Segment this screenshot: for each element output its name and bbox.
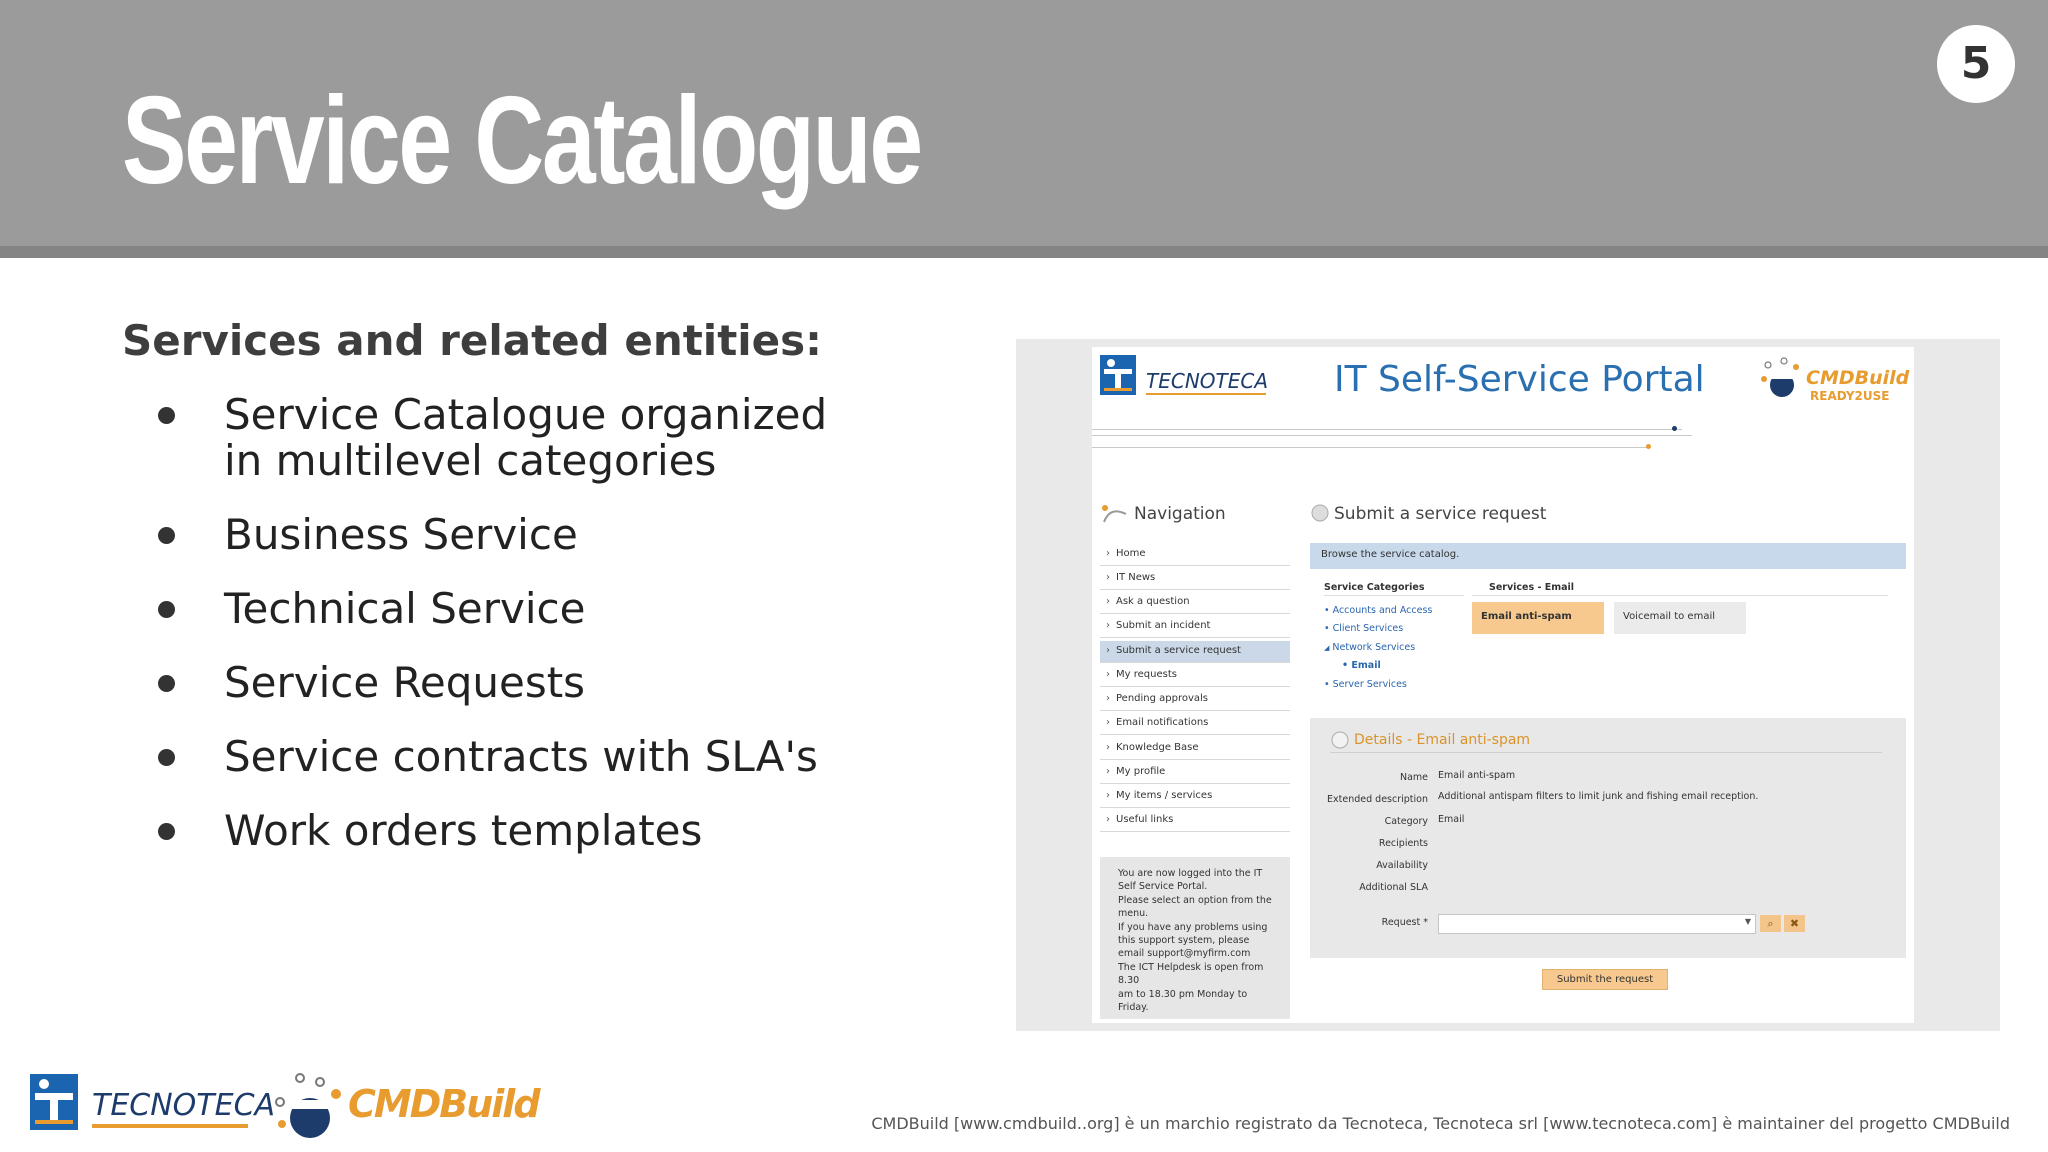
chevron-right-icon: › — [1106, 645, 1110, 656]
submit-request-button[interactable]: Submit the request — [1542, 969, 1668, 990]
slide-title: Service Catalogue — [122, 72, 921, 210]
nav-item-knowledge-base[interactable] — [1100, 738, 1290, 760]
nav-item-email-notifications[interactable] — [1100, 713, 1290, 735]
submit-request-title: Submit a service request — [1334, 504, 1547, 524]
cmdbuild-subtitle: READY2USE — [1810, 389, 1890, 403]
nav-item-label: Ask a question — [1116, 596, 1190, 607]
category-label: Server Services — [1332, 679, 1407, 690]
nav-item-label: Submit an incident — [1116, 620, 1211, 631]
decor-dot — [1672, 426, 1677, 431]
login-info-line: The ICT Helpdesk is open from — [1118, 961, 1264, 973]
category-accounts-access[interactable]: • Accounts and Access — [1324, 605, 1433, 616]
details-icon — [1330, 730, 1350, 750]
field-label: Category — [1384, 816, 1428, 827]
header-line — [1092, 447, 1648, 448]
tecnoteca-mark-icon — [30, 1074, 78, 1130]
chevron-right-icon: › — [1106, 717, 1110, 728]
nav-item-label: Pending approvals — [1116, 693, 1209, 704]
login-info-line: this support system, please — [1118, 935, 1250, 947]
field-label: Availability — [1376, 860, 1428, 871]
login-info-box — [1100, 857, 1290, 1019]
chevron-right-icon: › — [1106, 790, 1110, 801]
categories-header: Service Categories — [1324, 582, 1425, 593]
bullet-icon — [158, 601, 175, 618]
bullet-item — [150, 392, 844, 484]
nav-item-submit-incident[interactable] — [1100, 616, 1290, 638]
nav-item-it-news[interactable] — [1100, 568, 1290, 590]
page-number-badge: 5 — [1937, 25, 2015, 103]
nav-item-label: Useful links — [1116, 814, 1174, 825]
category-label: Accounts and Access — [1332, 605, 1433, 616]
field-value-name: Email anti-spam — [1438, 770, 1516, 781]
category-network-services[interactable] — [1324, 642, 1415, 653]
triangle-down-icon: ◢ — [1324, 644, 1330, 652]
login-info-line: am to 18.30 pm Monday to Friday. — [1118, 988, 1248, 1014]
bullet-icon — [158, 823, 175, 840]
bullet-text: Service contracts with SLA's — [224, 732, 818, 781]
navigation-title: Navigation — [1134, 504, 1226, 524]
bullet-item — [150, 586, 844, 632]
login-info-line: Self Service Portal. — [1118, 881, 1208, 893]
chevron-right-icon: › — [1106, 693, 1110, 704]
tecnoteca-logo — [1100, 355, 1136, 399]
bullet-icon — [158, 407, 175, 424]
cmdbuild-mark-icon — [1760, 357, 1802, 399]
tecnoteca-mark-icon — [1100, 355, 1136, 395]
details-panel — [1310, 718, 1906, 958]
login-info-line: 8.30 — [1118, 975, 1140, 987]
nav-item-label: Home — [1116, 548, 1146, 559]
login-info-line: menu. — [1118, 908, 1149, 920]
chevron-right-icon: › — [1106, 814, 1110, 825]
portal-window — [1092, 347, 1914, 1023]
details-title: Details - Email anti-spam — [1354, 732, 1531, 748]
chevron-right-icon: › — [1106, 669, 1110, 680]
category-label: Email — [1351, 660, 1381, 671]
cmdbuild-wordmark: CMDBuild — [1806, 367, 1910, 389]
bullet-item — [150, 734, 844, 780]
bullet-text: Work orders templates — [224, 806, 703, 855]
field-label: Extended description — [1327, 794, 1428, 805]
nav-item-my-items[interactable] — [1100, 786, 1290, 808]
category-server-services[interactable]: • Server Services — [1324, 679, 1407, 690]
field-value-category: Email — [1438, 814, 1465, 825]
nav-item-label: My requests — [1116, 669, 1177, 680]
field-value-description: Additional antispam filters to limit junk and fishing email reception. — [1438, 791, 1759, 802]
nav-item-pending-approvals[interactable] — [1100, 689, 1290, 711]
login-info-line: Please select an option from the — [1118, 894, 1272, 906]
nav-item-label: Email notifications — [1116, 717, 1209, 728]
divider — [1324, 595, 1464, 596]
bullet-text: Business Service — [224, 510, 578, 559]
nav-item-ask-question[interactable] — [1100, 592, 1290, 614]
category-label: Network Services — [1332, 642, 1416, 653]
field-label: Additional SLA — [1359, 882, 1428, 893]
category-client-services[interactable]: • Client Services — [1324, 623, 1404, 634]
nav-item-label: IT News — [1116, 572, 1156, 583]
field-label: Name — [1399, 772, 1428, 783]
request-combobox[interactable] — [1438, 914, 1756, 934]
bullet-list — [150, 392, 844, 882]
navigation-icon — [1100, 502, 1130, 526]
dropdown-arrow-icon[interactable]: ▼ — [1744, 917, 1751, 926]
footer-tecnoteca-underline — [92, 1124, 248, 1128]
services-header: Services - Email — [1489, 582, 1575, 593]
footer-tecnoteca-logo — [30, 1074, 78, 1134]
cmdbuild-logo — [1760, 357, 1802, 403]
nav-item-my-requests[interactable] — [1100, 665, 1290, 687]
category-email[interactable]: • Email — [1342, 660, 1381, 671]
request-icon — [1310, 503, 1330, 523]
tecnoteca-wordmark: TECNOTECA — [1146, 369, 1269, 393]
nav-item-my-profile[interactable] — [1100, 762, 1290, 784]
chevron-right-icon: › — [1106, 572, 1110, 583]
bullet-text: Service Requests — [224, 658, 586, 707]
footer-cmdbuild-wordmark: CMDBuild — [348, 1082, 539, 1126]
decor-dot — [1646, 444, 1651, 449]
chevron-right-icon: › — [1106, 742, 1110, 753]
chevron-right-icon: › — [1106, 548, 1110, 559]
nav-item-label: My profile — [1116, 766, 1166, 777]
bullet-icon — [158, 527, 175, 544]
nav-item-label: Submit a service request — [1116, 645, 1241, 656]
chevron-right-icon: › — [1106, 620, 1110, 631]
nav-item-label: My items / services — [1116, 790, 1213, 801]
clear-icon[interactable]: ✖ — [1784, 915, 1805, 932]
service-email-anti-spam[interactable]: Email anti-spam — [1472, 602, 1604, 634]
bullet-icon — [158, 675, 175, 692]
login-info-line: email support@myfirm.com — [1118, 948, 1251, 960]
chevron-right-icon: › — [1106, 766, 1110, 777]
browse-catalog-bar: Browse the service catalog. — [1310, 543, 1906, 569]
portal-title: IT Self-Service Portal — [1334, 359, 1705, 400]
nav-item-label: Knowledge Base — [1116, 742, 1199, 753]
tecnoteca-underline — [1146, 393, 1266, 395]
nav-item-useful-links[interactable] — [1100, 810, 1290, 832]
search-icon[interactable]: ⌕ — [1760, 915, 1781, 932]
footer-copyright: CMDBuild [www.cmdbuild..org] è un marchio registrato da Tecnoteca, Tecnoteca srl [www.tecnoteca.com] è maintainer del progetto CMDBuild — [871, 1114, 2010, 1133]
field-label: Recipients — [1378, 838, 1428, 849]
service-voicemail-to-email[interactable]: Voicemail to email — [1614, 602, 1746, 634]
chevron-right-icon: › — [1106, 596, 1110, 607]
header-line — [1092, 435, 1692, 436]
bullet-item — [150, 512, 844, 558]
footer-tecnoteca-wordmark: TECNOTECA — [92, 1088, 276, 1123]
login-info-line: You are now logged into the IT — [1118, 868, 1263, 879]
bullet-icon — [158, 749, 175, 766]
divider — [1472, 595, 1888, 596]
bullet-item — [150, 660, 844, 706]
header-line — [1092, 429, 1682, 430]
nav-item-submit-service-request[interactable] — [1100, 641, 1290, 663]
request-label: Request * — [1381, 917, 1428, 928]
portal-screenshot — [1016, 339, 2000, 1031]
divider — [1330, 752, 1882, 753]
cmdbuild-mark-icon — [272, 1072, 346, 1142]
nav-item-home[interactable] — [1100, 544, 1290, 566]
bullet-text: Technical Service — [224, 584, 586, 633]
title-bar-divider — [0, 246, 2048, 258]
bullet-text: Service Catalogue organized in multilevel categories — [224, 390, 828, 485]
login-info-line: If you have any problems using — [1118, 921, 1268, 933]
bullet-item — [150, 808, 844, 854]
intro-heading: Services and related entities: — [122, 316, 822, 365]
footer-cmdbuild-logo — [272, 1072, 346, 1146]
category-label: Client Services — [1332, 623, 1404, 634]
